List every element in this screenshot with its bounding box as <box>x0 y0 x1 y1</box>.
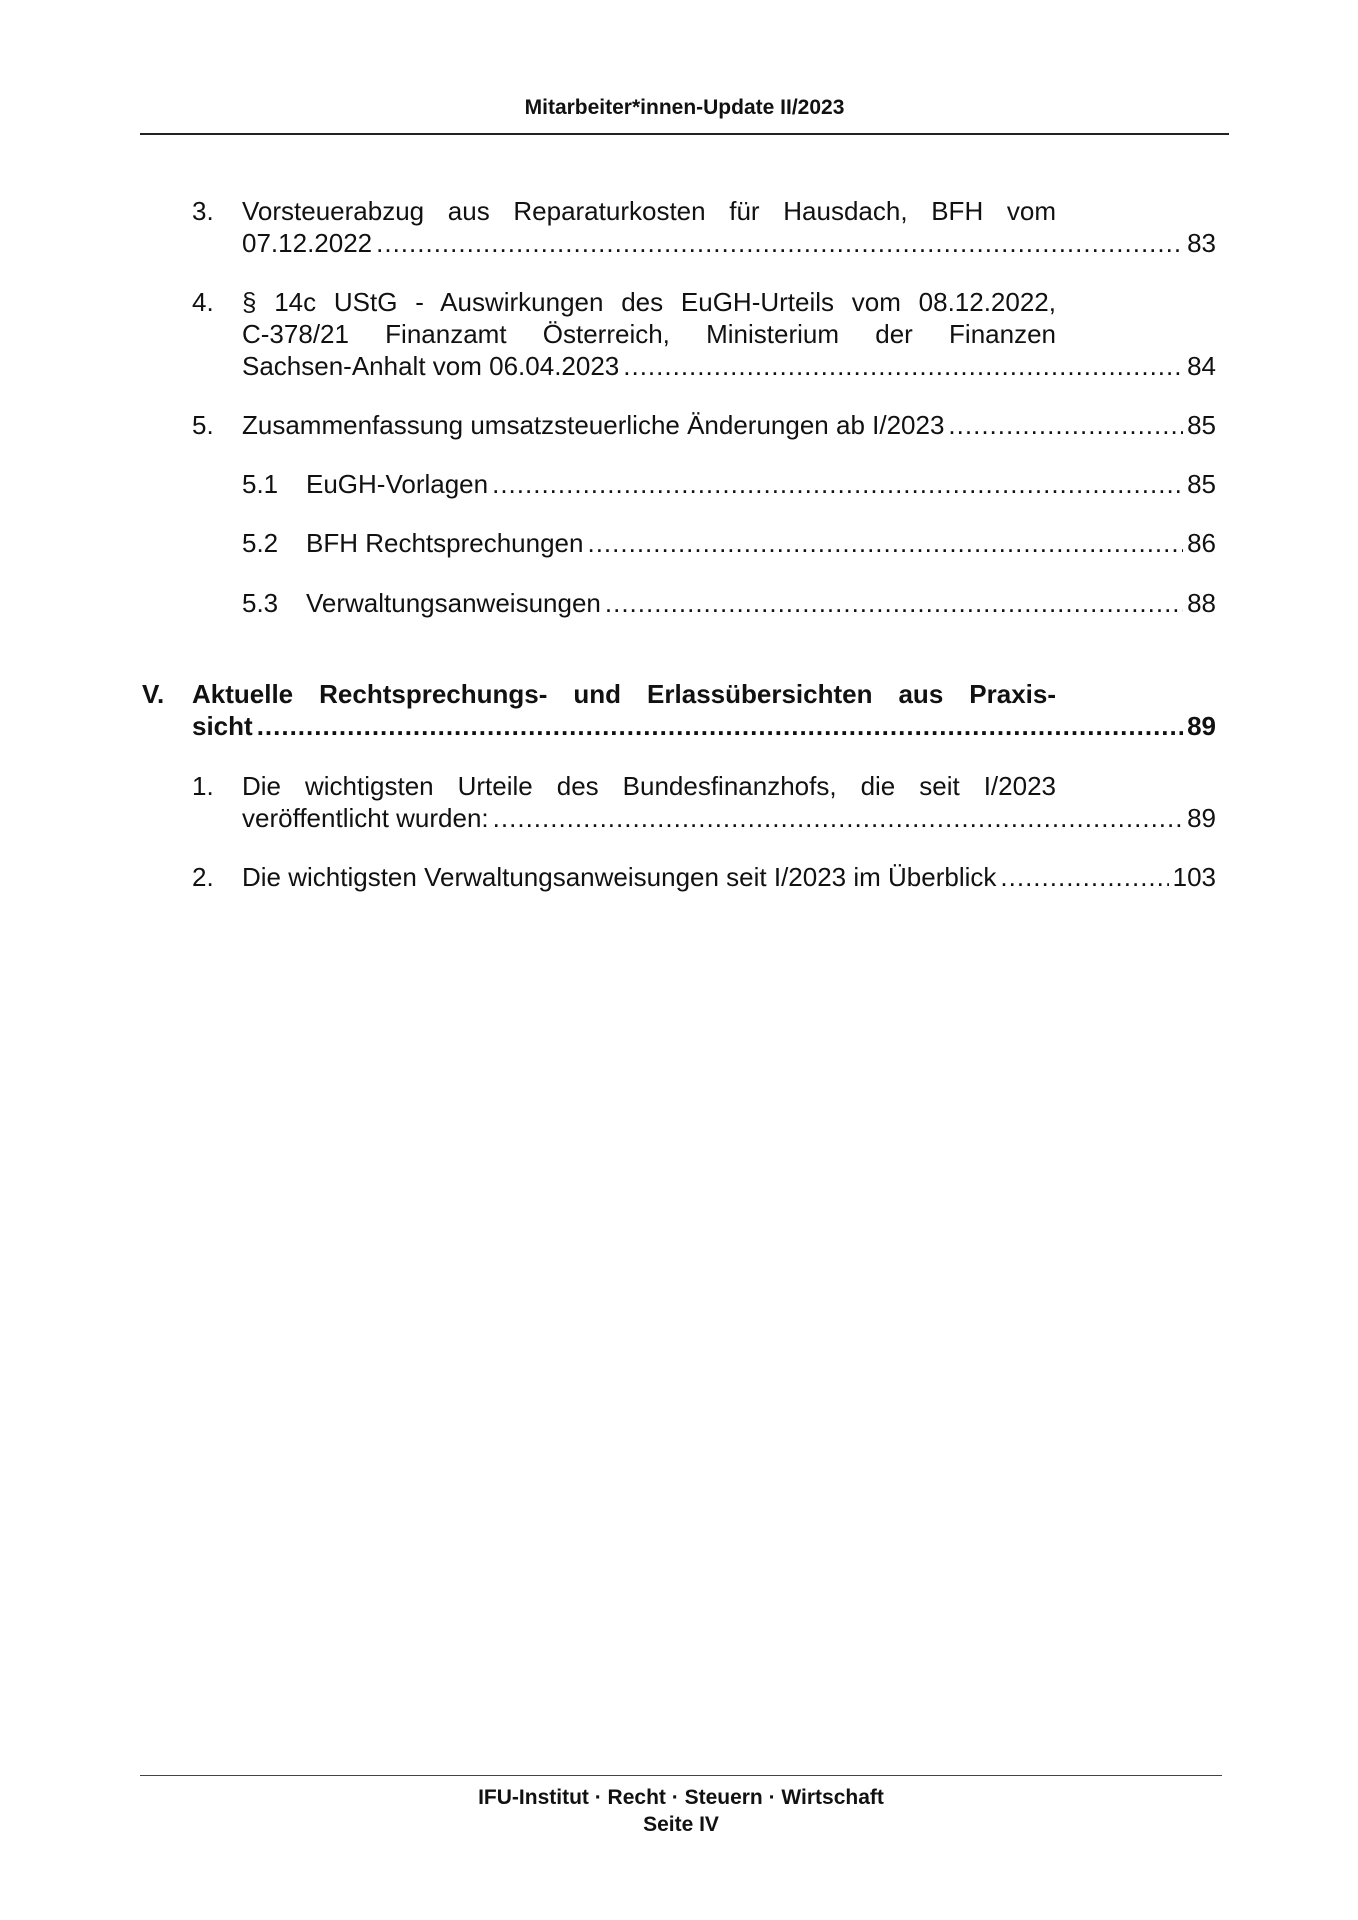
toc-leader-line <box>242 803 1216 834</box>
toc-leader-line <box>242 410 1216 441</box>
header-divider <box>140 133 1229 135</box>
toc-section-number: V. <box>142 679 165 709</box>
toc-entry-text: veröffentlicht wurden: <box>242 803 489 833</box>
dot-leader <box>376 228 1183 259</box>
toc-entry-text: Zusammenfassung umsatzsteuerliche Änderungen ab I/2023 <box>242 410 945 440</box>
toc-number: 4. <box>192 287 214 317</box>
toc-page-number: 85 <box>1187 469 1216 499</box>
toc-leader-line <box>306 469 1216 500</box>
footer-page-number: Seite IV <box>643 1813 719 1836</box>
toc-section-title: sicht <box>192 711 253 741</box>
dot-leader <box>948 410 1183 441</box>
toc-leader-line <box>242 228 1216 259</box>
toc-page-number: 83 <box>1187 228 1216 258</box>
toc-page-number: 88 <box>1187 588 1216 618</box>
toc-page-number: 103 <box>1172 862 1216 892</box>
toc-entry-text: BFH Rechtsprechungen <box>306 528 584 558</box>
dot-leader <box>493 803 1183 834</box>
footer-institute: IFU-Institut · Recht · Steuern · Wirtschaft <box>478 1786 884 1809</box>
toc-number: 3. <box>192 196 214 226</box>
dot-leader <box>605 588 1183 619</box>
page-header: Mitarbeiter*innen-Update II/2023 <box>524 96 845 119</box>
toc-entry-text: Sachsen-Anhalt vom 06.04.2023 <box>242 351 620 381</box>
toc-entry-text: Verwaltungsanweisungen <box>306 588 601 618</box>
toc-number: 5. <box>192 410 214 440</box>
toc-entry-text: EuGH-Vorlagen <box>306 469 489 499</box>
toc-page-number: 89 <box>1187 711 1216 741</box>
toc-number: 5.1 <box>242 469 279 499</box>
toc-entry-text: 07.12.2022 <box>242 228 373 258</box>
toc-page-number: 84 <box>1187 351 1216 381</box>
dot-leader <box>492 469 1183 500</box>
toc-page-number: 86 <box>1187 528 1216 558</box>
toc-page-number: 89 <box>1187 803 1216 833</box>
toc-section-title: Aktuelle Rechtsprechungs- und Erlassübersichten aus Praxis- <box>192 679 1056 709</box>
dot-leader <box>1000 862 1168 893</box>
toc-leader-line <box>242 862 1216 893</box>
toc-entry-text: § 14c UStG - Auswirkungen des EuGH-Urteils vom 08.12.2022, <box>242 287 1056 317</box>
dot-leader <box>257 711 1183 742</box>
dot-leader <box>623 351 1183 382</box>
toc-leader-line <box>242 351 1216 382</box>
toc-leader-line <box>192 711 1216 742</box>
toc-number: 1. <box>192 771 214 801</box>
toc-page-number: 85 <box>1187 410 1216 440</box>
toc-entry-text: Vorsteuerabzug aus Reparaturkosten für Hausdach, BFH vom <box>242 196 1056 226</box>
toc-leader-line <box>306 528 1216 559</box>
toc-entry-text: Die wichtigsten Urteile des Bundesfinanzhofs, die seit I/2023 <box>242 771 1056 801</box>
toc-entry-text: Die wichtigsten Verwaltungsanweisungen seit I/2023 im Überblick <box>242 862 997 892</box>
dot-leader <box>587 528 1183 559</box>
toc-number: 5.3 <box>242 588 279 618</box>
toc-leader-line <box>306 588 1216 619</box>
toc-number: 2. <box>192 862 214 892</box>
footer-divider <box>140 1775 1222 1776</box>
toc-entry-text: C-378/21 Finanzamt Österreich, Ministerium der Finanzen <box>242 319 1056 349</box>
toc-number: 5.2 <box>242 528 279 558</box>
